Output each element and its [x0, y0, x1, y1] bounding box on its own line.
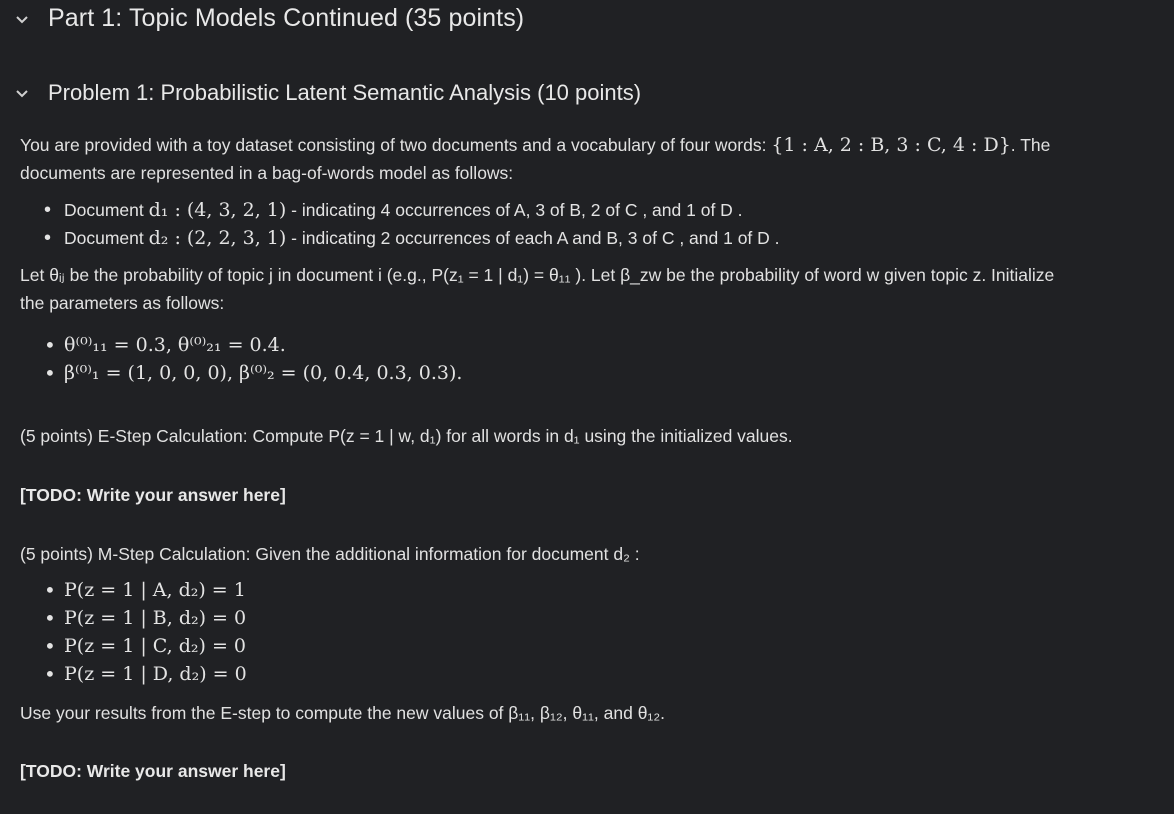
list-item: • Document d₂ : (2, 2, 3, 1) - indicating 2 occurrences of each A and B, 3 of C , and 1 of D . — [44, 224, 780, 252]
list-item: • θ⁽⁰⁾₁₁ = 0.3, θ⁽⁰⁾₂₁ = 0.4. — [44, 331, 462, 359]
mstep-list — [44, 576, 247, 688]
intro-line2: documents are represented in a bag-of-words model as follows: — [20, 163, 514, 183]
todo-answer-2: [TODO: Write your answer here] — [20, 761, 286, 781]
init-params-list — [44, 331, 462, 387]
part-header[interactable] — [14, 4, 524, 33]
problem-header[interactable] — [14, 80, 641, 106]
estep-text: (5 points) E-Step Calculation: Compute P(z = 1 | w, d₁) for all words in d₁ using the initialized values. — [20, 426, 793, 446]
vocab-math: {1 : A, 2 : B, 3 : C, 4 : D} — [771, 134, 1011, 156]
chevron-down-icon[interactable] — [14, 11, 30, 27]
todo-answer-1: [TODO: Write your answer here] — [20, 485, 286, 505]
documents-list — [44, 196, 780, 252]
use-results-text: Use your results from the E-step to compute the new values of β₁₁, β₁₂, θ₁₁, and θ₁₂. — [20, 703, 665, 723]
list-item: • P(z = 1 | C, d₂) = 0 — [44, 632, 247, 660]
list-item: • P(z = 1 | A, d₂) = 1 — [44, 576, 247, 604]
intro-line1: You are provided with a toy dataset consisting of two documents and a vocabulary of four words: {1 : A, 2 : B, 3 : C, 4 : D}. The — [20, 134, 1051, 156]
list-item: • β⁽⁰⁾₁ = (1, 0, 0, 0), β⁽⁰⁾₂ = (0, 0.4, 0.3, 0.3). — [44, 359, 462, 387]
mstep-text: (5 points) M-Step Calculation: Given the additional information for document d₂ : — [20, 544, 640, 564]
list-item: • P(z = 1 | D, d₂) = 0 — [44, 660, 247, 688]
chevron-down-icon[interactable] — [14, 85, 30, 101]
list-item: • P(z = 1 | B, d₂) = 0 — [44, 604, 247, 632]
params-line2: the parameters as follows: — [20, 293, 225, 313]
problem-title: Problem 1: Probabilistic Latent Semantic Analysis (10 points) — [48, 80, 642, 105]
part-title: Part 1: Topic Models Continued (35 points) — [48, 4, 525, 32]
params-line1: Let θᵢⱼ be the probability of topic j in document i (e.g., P(z₁ = 1 | d₁) = θ₁₁ ). Let β_zw be the probability of word w given topic z. Initialize — [20, 265, 1055, 285]
list-item: • Document d₁ : (4, 3, 2, 1) - indicating 4 occurrences of A, 3 of B, 2 of C , and 1 of D . — [44, 196, 780, 224]
